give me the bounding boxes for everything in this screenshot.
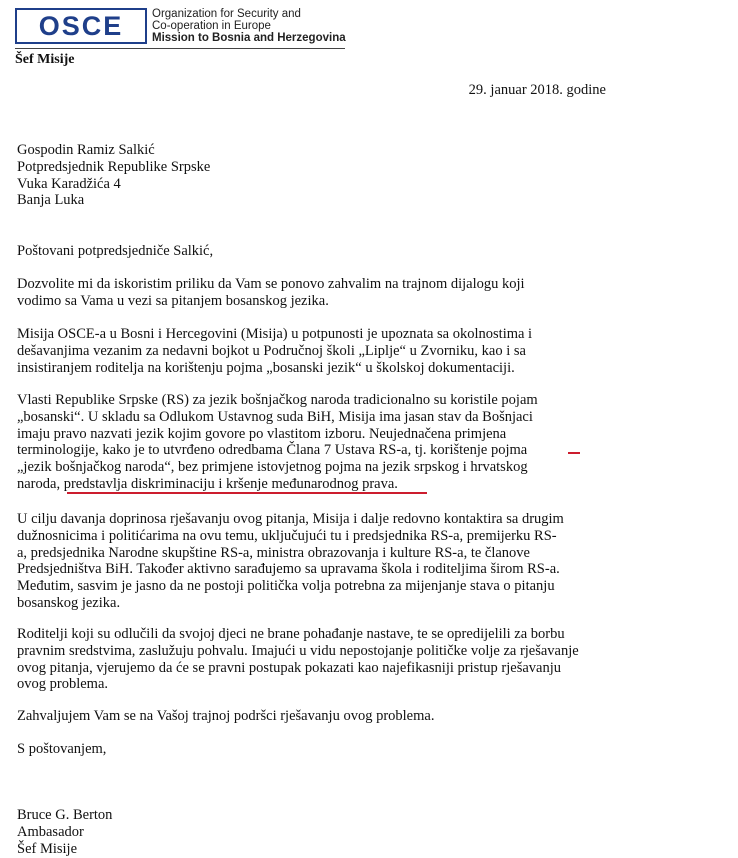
logo-text: OSCE [38,10,124,41]
osce-logo [15,8,147,44]
office-title: Šef Misije [15,52,75,67]
address-line: Vuka Karadžića 4 [17,175,121,192]
text-line: Zahvaljujem Vam se na Vašoj trajnoj podršci rješavanju ovog problema. [17,708,435,724]
text-line: „jezik bošnjačkog naroda“, bez primjene istovjetnog pojma na jezik srpskog i hrvatskog [17,459,528,476]
signature-block [17,807,617,857]
paragraph-6 [17,708,617,725]
paragraph-1 [17,276,617,310]
paragraph-4 [17,511,617,612]
organization-name [152,8,346,44]
text-line: ovog problema. [17,676,109,693]
signer-name: Bruce G. Berton [17,807,113,823]
text-line: imaju pravo nazvati jezik kojim govore po vlastitom izboru. Neujednačena primjena [17,425,507,442]
paragraph-3 [17,392,617,493]
org-line-2: Co-operation in Europe [152,20,271,32]
text-line: U cilju davanja doprinosa rješavanju ovog pitanja, Misija i dalje redovno kontaktira sa drugim [17,511,564,527]
signer-title: Ambasador [17,823,84,840]
text-line: Međutim, sasvim je jasno da ne postoji politička volja potrebna za mijenjanje stava o pitanju [17,578,555,595]
text-line: terminologije, kako je to utvrđeno odredbama Člana 7 Ustava RS-a, tj. korištenje pojma [17,442,528,459]
org-line-1: Organization for Security and [152,8,301,20]
closing [17,741,617,758]
text-line: Vlasti Republike Srpske (RS) za jezik bošnjačkog naroda tradicionalno su koristile pojam [17,392,538,408]
text-line: dužnosnicima i politićarima na ovu temu, uključujući tu i predsjednika RS-a, premijerku RS- [17,527,557,544]
paragraph-5 [17,626,617,693]
text-line: bosanskog jezika. [17,594,121,611]
org-line-3: Mission to Bosnia and Herzegovina [152,32,346,44]
letter-date: 29. januar 2018. godine [468,82,606,98]
text-line: naroda, predstavlja diskriminaciju i kršenje međunarodnog prava. [17,475,398,492]
text-line: Predsjedništva BiH. Također aktivno sarađujemo sa upravama škola i roditeljima širom RS-a. [17,561,560,578]
text-line: a, predsjednika Narodne skupštine RS-a, ministra obrazovanja i kulture RS-a, te članove [17,544,530,561]
text-line: Misija OSCE-a u Bosni i Hercegovini (Misija) u potpunosti je upoznata sa okolnostima i [17,326,533,342]
text-line: vodimo sa Vama u vezi sa pitanjem bosanskog jezika. [17,292,329,309]
salutation-text: Poštovani potpredsjedniče Salkić, [17,243,214,259]
recipient-address [17,142,617,209]
address-line: Gospodin Ramiz Salkić [17,142,155,158]
text-line: „bosanski“. U skladu sa Odlukom Ustavnog suda BiH, Misija ima jasan stav da Bošnjaci [17,408,533,425]
text-line: ovog pitanja, vjerujemo da će se pravni postupak pokazati kao najefikasniji pristup rješavanju [17,659,561,676]
red-tick-mark [568,452,580,454]
text-line: insistiranjem roditelja na korištenju pojma „bosanski jezik“ u školskoj dokumentaciji. [17,359,515,376]
header-divider [15,48,345,49]
text-line: dešavanjima vezanim za nedavni bojkot u Područnoj školi „Liplje“ u Zvorniku, kao i sa [17,342,526,359]
address-line: Potpredsjednik Republike Srpske [17,158,211,175]
text-line: Roditelji koji su odlučili da svojoj djeci ne brane pohađanje nastave, te se opredijelili za borbu [17,626,565,642]
text-line: Dozvolite mi da iskoristim priliku da Vam se ponovo zahvalim na trajnom dijalogu koji [17,276,525,292]
text-line: pravnim sredstvima, zaslužuju pohvalu. Imajući u vidu nepostojanje političke volje za rješavanje [17,642,579,659]
address-line: Banja Luka [17,192,85,209]
salutation [17,243,617,260]
signer-office: Šef Misije [17,840,78,857]
paragraph-2 [17,326,617,376]
closing-text: S poštovanjem, [17,741,107,757]
red-underline-mark [67,492,427,494]
